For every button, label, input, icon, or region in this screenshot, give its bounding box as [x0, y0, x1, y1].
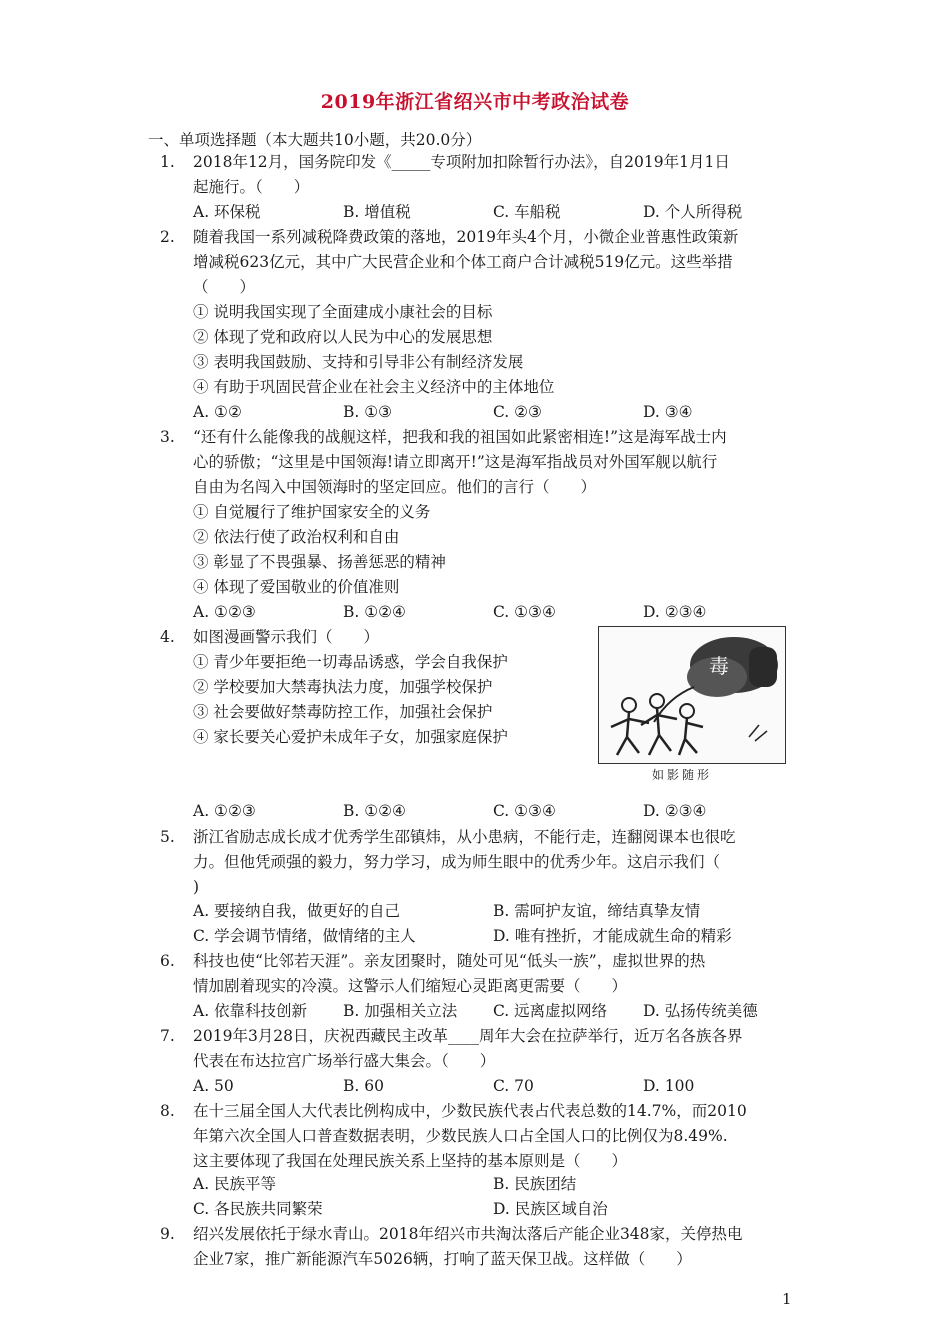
question-text-line: 这主要体现了我国在处理民族关系上坚持的基本原则是（ ） — [193, 1152, 628, 1170]
question-text-line: ② 体现了党和政府以人民为中心的发展思想 — [193, 328, 493, 346]
question-number: 2. — [160, 228, 175, 246]
question-number: 1. — [160, 153, 175, 171]
answer-option: B. 60 — [343, 1077, 384, 1095]
svg-text:毒: 毒 — [709, 654, 729, 678]
answer-option: C. 学会调节情绪，做情绪的主人 — [193, 927, 416, 945]
answer-option: A. 民族平等 — [193, 1175, 277, 1193]
question-number: 3. — [160, 428, 175, 446]
answer-option: A. 依靠科技创新 — [193, 1002, 308, 1020]
question-text-line: 2019年3月28日，庆祝西藏民主改革____周年大会在拉萨举行，近万名各族各界 — [193, 1027, 743, 1045]
question-text-line: ③ 社会要做好禁毒防控工作，加强社会保护 — [193, 703, 493, 721]
question-text-line: （ ） — [193, 278, 256, 296]
question-number: 8. — [160, 1102, 175, 1120]
answer-option: C. 远离虚拟网络 — [493, 1002, 608, 1020]
answer-option: A. 要接纳自我，做更好的自己 — [193, 902, 401, 920]
question-text-line: ) — [193, 878, 200, 896]
answer-option: B. 需呵护友谊，缔结真挚友情 — [493, 902, 701, 920]
answer-option: C. ①③④ — [493, 603, 556, 621]
answer-option: C. 各民族共同繁荣 — [193, 1200, 323, 1218]
question-text-line: 自由为名闯入中国领海时的坚定回应。他们的言行（ ） — [193, 478, 597, 496]
question-text-line: 情加剧着现实的冷漠。这警示人们缩短心灵距离更需要（ ） — [193, 977, 628, 995]
question-number: 6. — [160, 952, 175, 970]
answer-option: D. 民族区域自治 — [493, 1200, 608, 1218]
answer-option: C. ①③④ — [493, 802, 556, 820]
question-text-line: 绍兴发展依托于绿水青山。2018年绍兴市共淘汰落后产能企业348家，关停热电 — [193, 1225, 743, 1243]
answer-option: D. 个人所得税 — [643, 203, 743, 221]
question-text-line: 起施行。（ ） — [193, 178, 310, 196]
cartoon-image — [598, 626, 786, 764]
question-text-line: 科技也使“比邻若天涯”。亲友团聚时，随处可见“低头一族”，虚拟世界的热 — [193, 952, 706, 970]
question-text-line: ③ 彰显了不畏强暴、扬善惩恶的精神 — [193, 553, 446, 571]
question-text-line: 企业7家，推广新能源汽车5026辆，打响了蓝天保卫战。这样做（ ） — [193, 1250, 692, 1268]
answer-option: D. ②③④ — [643, 802, 707, 820]
answer-option: A. ①②③ — [193, 802, 256, 820]
answer-option: D. 唯有挫折，才能成就生命的精彩 — [493, 927, 732, 945]
question-text-line: 代表在布达拉宫广场举行盛大集会。（ ） — [193, 1052, 496, 1070]
answer-option: D. 100 — [643, 1077, 695, 1095]
page-title: 2019年浙江省绍兴市中考政治试卷 — [320, 91, 630, 113]
section-heading: 一、单项选择题（本大题共10小题，共20.0分） — [148, 131, 482, 149]
answer-option: B. ①③ — [343, 403, 393, 421]
answer-option: A. 环保税 — [193, 203, 261, 221]
answer-option: A. ①② — [193, 403, 242, 421]
answer-option: B. 民族团结 — [493, 1175, 577, 1193]
page-number: 1 — [782, 1290, 792, 1308]
question-text-line: 心的骄傲；“这里是中国领海!请立即离开!”这是海军指战员对外国军舰以航行 — [193, 453, 718, 471]
question-text-line: 随着我国一系列减税降费政策的落地，2019年头4个月，小微企业普惠性政策新 — [193, 228, 739, 246]
answer-option: B. ①②④ — [343, 802, 406, 820]
question-number: 7. — [160, 1027, 175, 1045]
question-text-line: 年第六次全国人口普查数据表明，少数民族人口占全国人口的比例仅为8.49%. — [193, 1127, 728, 1145]
answer-option: D. 弘扬传统美德 — [643, 1002, 758, 1020]
question-text-line: ③ 表明我国鼓励、支持和引导非公有制经济发展 — [193, 353, 524, 371]
question-text-line: ④ 有助于巩固民营企业在社会主义经济中的主体地位 — [193, 378, 555, 396]
question-text-line: 力。但他凭顽强的毅力，努力学习，成为师生眼中的优秀少年。这启示我们（ — [193, 853, 721, 871]
answer-option: D. ③④ — [643, 403, 693, 421]
question-text-line: ① 青少年要拒绝一切毒品诱惑，学会自我保护 — [193, 653, 508, 671]
question-number: 4. — [160, 628, 175, 646]
question-text-line: 如图漫画警示我们（ ） — [193, 628, 380, 646]
question-text-line: ② 学校要加大禁毒执法力度，加强学校保护 — [193, 678, 493, 696]
question-text-line: 2018年12月，国务院印发《_____专项附加扣除暂行办法》，自2019年1月1日 — [193, 153, 730, 171]
answer-option: B. ①②④ — [343, 603, 406, 621]
question-text-line: 在十三届全国人大代表比例构成中，少数民族代表占代表总数的14.7%，而2010 — [193, 1102, 747, 1120]
answer-option: C. 70 — [493, 1077, 534, 1095]
answer-option: C. 车船税 — [493, 203, 561, 221]
question-text-line: 浙江省励志成长成才优秀学生邵镇炜，从小患病，不能行走，连翻阅课本也很吃 — [193, 828, 736, 846]
question-text-line: “还有什么能像我的战舰这样，把我和我的祖国如此紧密相连!”这是海军战士内 — [193, 428, 727, 446]
question-text-line: ④ 体现了爱国敬业的价值准则 — [193, 578, 400, 596]
answer-option: A. 50 — [193, 1077, 234, 1095]
cartoon-caption: 如影随形 — [652, 768, 713, 782]
question-text-line: ① 自觉履行了维护国家安全的义务 — [193, 503, 431, 521]
cartoon-drawing — [599, 627, 785, 763]
answer-option: A. ①②③ — [193, 603, 256, 621]
answer-option: C. ②③ — [493, 403, 542, 421]
question-text-line: ① 说明我国实现了全面建成小康社会的目标 — [193, 303, 493, 321]
answer-option: B. 增值税 — [343, 203, 411, 221]
question-number: 9. — [160, 1225, 175, 1243]
question-text-line: ② 依法行使了政治权利和自由 — [193, 528, 400, 546]
question-text-line: ④ 家长要关心爱护未成年子女，加强家庭保护 — [193, 728, 508, 746]
question-number: 5. — [160, 828, 175, 846]
answer-option: D. ②③④ — [643, 603, 707, 621]
question-text-line: 增减税623亿元，其中广大民营企业和个体工商户合计减税519亿元。这些举措 — [193, 253, 733, 271]
answer-option: B. 加强相关立法 — [343, 1002, 458, 1020]
